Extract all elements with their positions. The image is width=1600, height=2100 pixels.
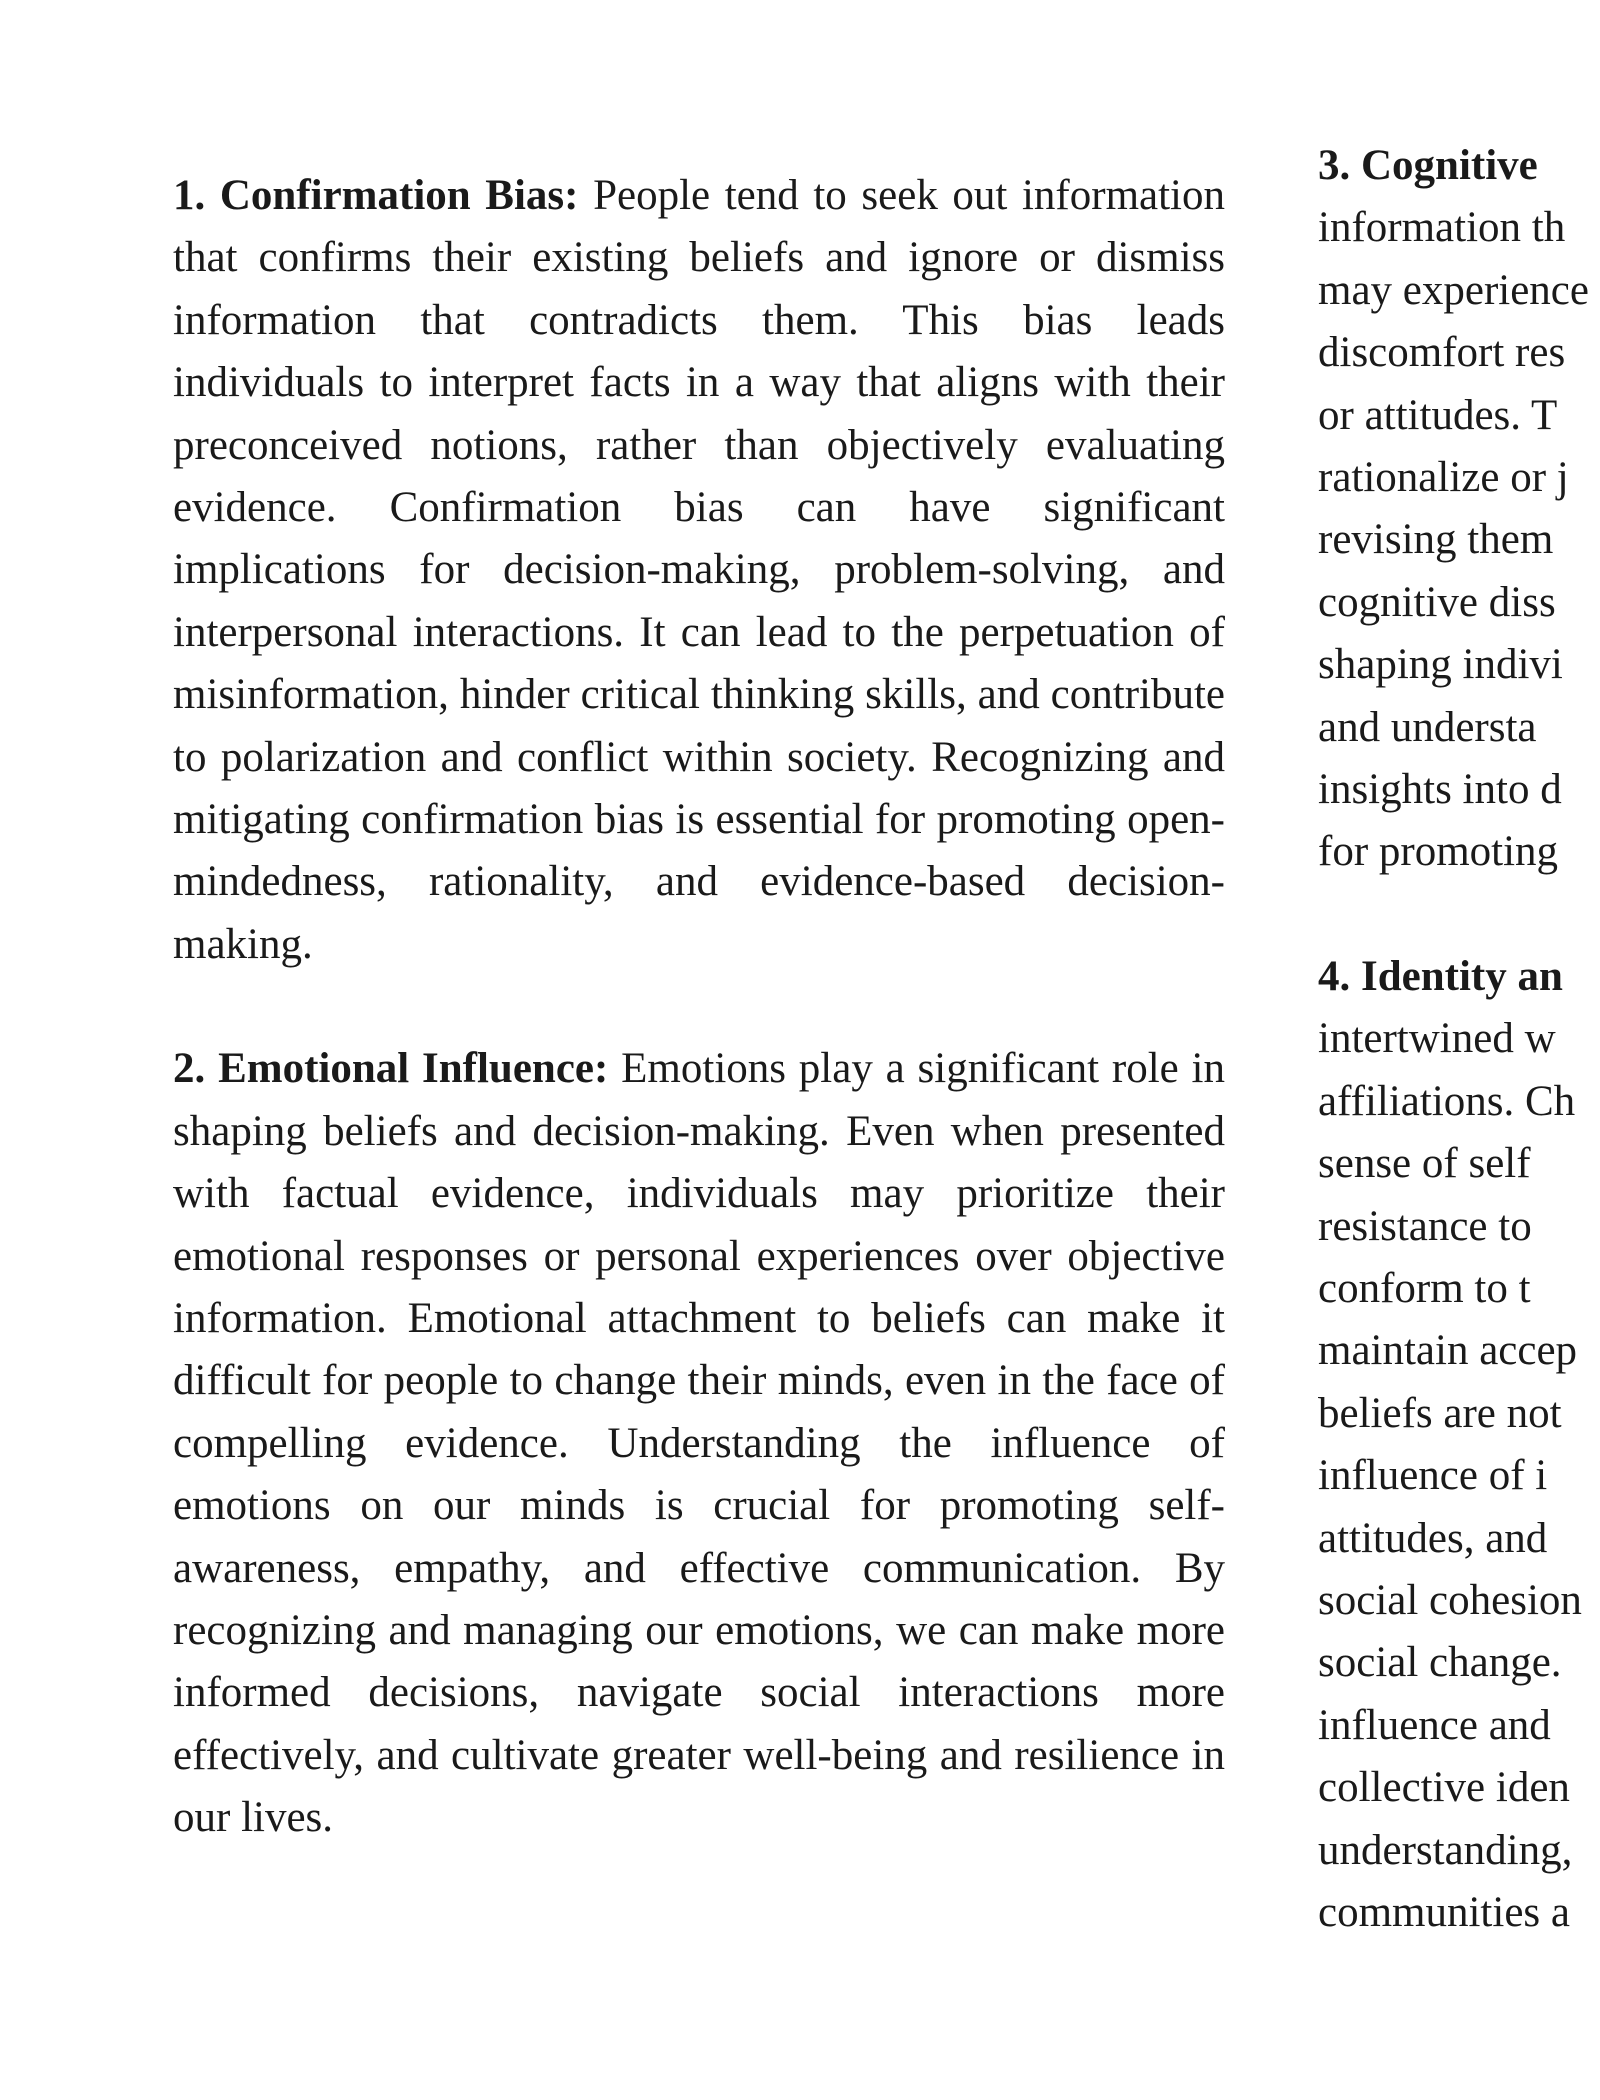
text-line: communities a: [1318, 1888, 1570, 1936]
text-line: for promoting: [1318, 828, 1559, 876]
text-line: rationalize or j: [1318, 454, 1569, 502]
text-line: conform to t: [1318, 1264, 1531, 1312]
section-confirmation-bias: [173, 165, 1225, 976]
text-line: affiliations. Ch: [1318, 1077, 1576, 1125]
section-heading: 2. Emotional Influence:: [173, 1045, 609, 1093]
section-body: People tend to seek out information that confirms their existing beliefs and ignore or dismiss information that contradicts them. This bias leads individuals to interpret facts in a way that aligns with their preconceived notions, rather than objectively evaluating evidence. Confirmation bias can have significant implications for decision-making, problem-solving, and interpersonal interactions. It can lead to the perpetuation of misinformation, hinder critical thinking skills, and contribute to polarization and conflict within society. Recognizing and mitigating confirmation bias is essential for promoting open-mindedness, rationality, and evidence-based decision-making.: [173, 172, 1225, 968]
text-line: may experience: [1318, 266, 1589, 314]
section-body: Emotions play a significant role in shaping beliefs and decision-making. Even when presented with factual evidence, individuals may prioritize their emotional responses or personal experiences over objective information. Emotional attachment to beliefs can make it difficult for people to change their minds, even in the face of compelling evidence. Understanding the influence of emotions on our minds is crucial for promoting self-awareness, empathy, and effective communication. By recognizing and managing our emotions, we can make more informed decisions, navigate social interactions more effectively, and cultivate greater well-being and resilience in our lives.: [173, 1045, 1225, 1842]
text-line: sense of self: [1318, 1140, 1531, 1188]
text-line: beliefs are not: [1318, 1389, 1562, 1437]
text-line: collective iden: [1318, 1764, 1570, 1812]
right-column-cropped: [1318, 135, 1600, 2006]
text-line: discomfort res: [1318, 329, 1566, 377]
section-heading: 4. Identity an: [1318, 952, 1563, 1000]
section-identity: [1318, 946, 1600, 1945]
text-line: influence of i: [1318, 1452, 1548, 1500]
text-line: cognitive diss: [1318, 578, 1556, 626]
text-line: maintain accep: [1318, 1327, 1578, 1375]
text-line: information th: [1318, 204, 1566, 252]
text-line: shaping indivi: [1318, 641, 1563, 689]
text-line: insights into d: [1318, 766, 1562, 814]
text-line: resistance to: [1318, 1202, 1532, 1250]
section-heading: 1. Confirmation Bias:: [173, 172, 579, 219]
left-column: [173, 165, 1225, 1912]
text-line: or attitudes. T: [1318, 391, 1558, 439]
section-heading: 3. Cognitive: [1318, 142, 1538, 189]
section-cognitive: [1318, 135, 1600, 884]
text-line: influence and: [1318, 1701, 1551, 1749]
text-line: and understa: [1318, 703, 1537, 751]
text-line: intertwined w: [1318, 1015, 1556, 1063]
section-emotional-influence: [173, 1038, 1225, 1849]
text-line: revising them: [1318, 516, 1554, 564]
text-line: social cohesion: [1318, 1576, 1582, 1624]
text-line: understanding,: [1318, 1826, 1573, 1874]
text-line: attitudes, and: [1318, 1514, 1548, 1562]
text-line: social change.: [1318, 1639, 1562, 1687]
